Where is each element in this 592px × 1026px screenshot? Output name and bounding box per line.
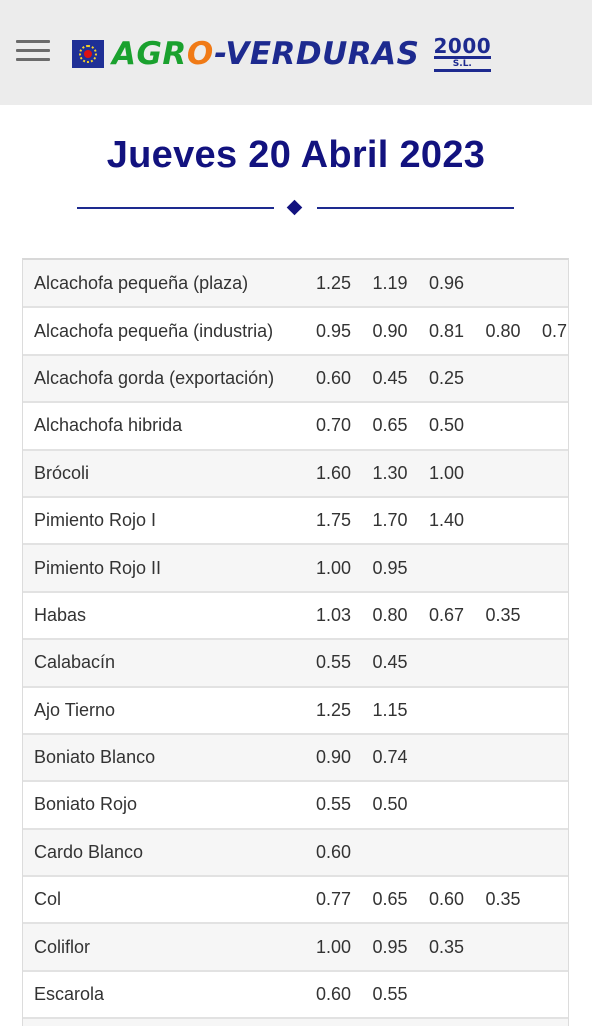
price-cell: 0.35 — [486, 592, 543, 639]
price-cell: 1.70 — [373, 497, 430, 544]
price-cell — [373, 1018, 430, 1026]
table-row — [23, 497, 569, 544]
price-cell: 0.60 — [316, 355, 373, 402]
price-cell: 0.67 — [429, 592, 486, 639]
price-cell: 0.95 — [373, 923, 430, 970]
price-cell — [429, 687, 486, 734]
price-cell — [429, 829, 486, 876]
hamburger-menu-icon[interactable] — [16, 40, 50, 64]
price-cell: 0.90 — [316, 734, 373, 781]
price-cell — [486, 971, 543, 1018]
price-cell — [542, 639, 569, 686]
price-cell — [542, 260, 569, 307]
price-cell: 0.45 — [373, 639, 430, 686]
price-cell: 1.25 — [316, 687, 373, 734]
price-cell — [542, 781, 569, 828]
price-cell — [542, 687, 569, 734]
price-cell: 0.25 — [429, 355, 486, 402]
price-cell: 1.00 — [316, 544, 373, 591]
price-cell — [486, 687, 543, 734]
price-cell — [542, 450, 569, 497]
price-cell: 1.15 — [373, 687, 430, 734]
product-name-cell: Col — [23, 876, 316, 923]
table-row — [23, 687, 569, 734]
table-row — [23, 260, 569, 307]
price-cell: 1.75 — [316, 497, 373, 544]
table-row — [23, 923, 569, 970]
price-cell — [429, 734, 486, 781]
price-cell — [429, 544, 486, 591]
product-name-cell: Alcachofa pequeña (plaza) — [23, 260, 316, 307]
price-cell — [486, 450, 543, 497]
table-row — [23, 781, 569, 828]
price-cell: 1.00 — [316, 923, 373, 970]
price-cell — [542, 734, 569, 781]
product-name-cell: Pimiento Rojo I — [23, 497, 316, 544]
title-divider-right — [317, 207, 514, 209]
price-cell: 0.65 — [373, 402, 430, 449]
price-cell: 0.80 — [373, 592, 430, 639]
title-divider-left — [77, 207, 274, 209]
product-name-cell: Escarola — [23, 971, 316, 1018]
product-name-cell: Cardo Blanco — [23, 829, 316, 876]
price-cell: 1.60 — [316, 450, 373, 497]
price-cell: 0.60 — [316, 971, 373, 1018]
logo-wordmark: AGRO-VERDURAS — [112, 36, 420, 72]
price-cell — [429, 639, 486, 686]
table-row — [23, 734, 569, 781]
price-cell — [542, 971, 569, 1018]
table-row — [23, 402, 569, 449]
price-cell — [429, 781, 486, 828]
price-cell: 0.35 — [486, 876, 543, 923]
price-cell — [486, 781, 543, 828]
price-cell — [486, 734, 543, 781]
price-cell — [429, 1018, 486, 1026]
price-cell: 1.19 — [373, 260, 430, 307]
price-cell — [486, 497, 543, 544]
product-name-cell: Brócoli — [23, 450, 316, 497]
price-cell — [486, 355, 543, 402]
price-cell — [542, 402, 569, 449]
price-cell: 0.80 — [486, 307, 543, 354]
price-cell — [542, 355, 569, 402]
price-cell: 1.25 — [316, 260, 373, 307]
price-cell: 0.95 — [316, 307, 373, 354]
price-cell: 0.45 — [373, 355, 430, 402]
product-name-cell — [23, 1018, 316, 1026]
price-cell: 1.40 — [429, 497, 486, 544]
product-name-cell: Habas — [23, 592, 316, 639]
price-cell — [542, 923, 569, 970]
price-cell: 0.50 — [373, 781, 430, 828]
price-cell — [486, 639, 543, 686]
price-cell — [486, 923, 543, 970]
price-cell — [486, 260, 543, 307]
product-name-cell: Boniato Blanco — [23, 734, 316, 781]
price-cell: 0.50 — [429, 402, 486, 449]
price-cell: 0.65 — [373, 876, 430, 923]
price-cell — [542, 829, 569, 876]
price-cell — [486, 1018, 543, 1026]
table-row — [23, 307, 569, 354]
price-cell: 0.70 — [316, 402, 373, 449]
product-name-cell: Calabacín — [23, 639, 316, 686]
price-cell: 0.81 — [429, 307, 486, 354]
price-cell: 0.74 — [373, 734, 430, 781]
price-cell: 0.35 — [429, 923, 486, 970]
price-cell — [542, 544, 569, 591]
table-row — [23, 971, 569, 1018]
price-cell: 0.96 — [429, 260, 486, 307]
product-name-cell: Alcachofa gorda (exportación) — [23, 355, 316, 402]
price-cell: 0.55 — [316, 639, 373, 686]
price-cell: 0.77 — [316, 876, 373, 923]
site-logo[interactable] — [72, 33, 492, 72]
table-row — [23, 639, 569, 686]
price-cell: 0.90 — [373, 307, 430, 354]
price-cell: 0.60 — [429, 876, 486, 923]
eu-flag-icon — [72, 40, 104, 68]
table-row — [23, 876, 569, 923]
price-cell: 1.00 — [429, 450, 486, 497]
price-cell: 1.30 — [373, 450, 430, 497]
product-name-cell: Ajo Tierno — [23, 687, 316, 734]
prices-table — [23, 260, 569, 1026]
price-cell — [542, 497, 569, 544]
price-cell — [486, 544, 543, 591]
price-cell: 1.03 — [316, 592, 373, 639]
price-cell: 0.95 — [373, 544, 430, 591]
price-cell: 0.55 — [316, 781, 373, 828]
table-row — [23, 1018, 569, 1026]
table-row — [23, 450, 569, 497]
price-cell — [316, 1018, 373, 1026]
product-name-cell: Pimiento Rojo II — [23, 544, 316, 591]
price-cell: 0.60 — [316, 829, 373, 876]
table-row — [23, 355, 569, 402]
table-row — [23, 544, 569, 591]
price-cell — [542, 592, 569, 639]
product-name-cell: Alchachofa hibrida — [23, 402, 316, 449]
price-cell — [542, 876, 569, 923]
diamond-ornament-icon — [287, 200, 303, 216]
prices-table-container[interactable] — [22, 258, 569, 1026]
price-cell — [486, 402, 543, 449]
price-cell — [373, 829, 430, 876]
price-cell: 0.7 — [542, 307, 569, 354]
price-cell: 0.55 — [373, 971, 430, 1018]
product-name-cell: Boniato Rojo — [23, 781, 316, 828]
table-row — [23, 829, 569, 876]
price-cell — [542, 1018, 569, 1026]
price-cell — [486, 829, 543, 876]
table-row — [23, 592, 569, 639]
product-name-cell: Alcachofa pequeña (industria) — [23, 307, 316, 354]
top-bar — [0, 0, 592, 105]
product-name-cell: Coliflor — [23, 923, 316, 970]
logo-year-mark: 2000 S.L. — [434, 37, 492, 72]
price-cell — [429, 971, 486, 1018]
page-title: Jueves 20 Abril 2023 — [106, 134, 486, 176]
